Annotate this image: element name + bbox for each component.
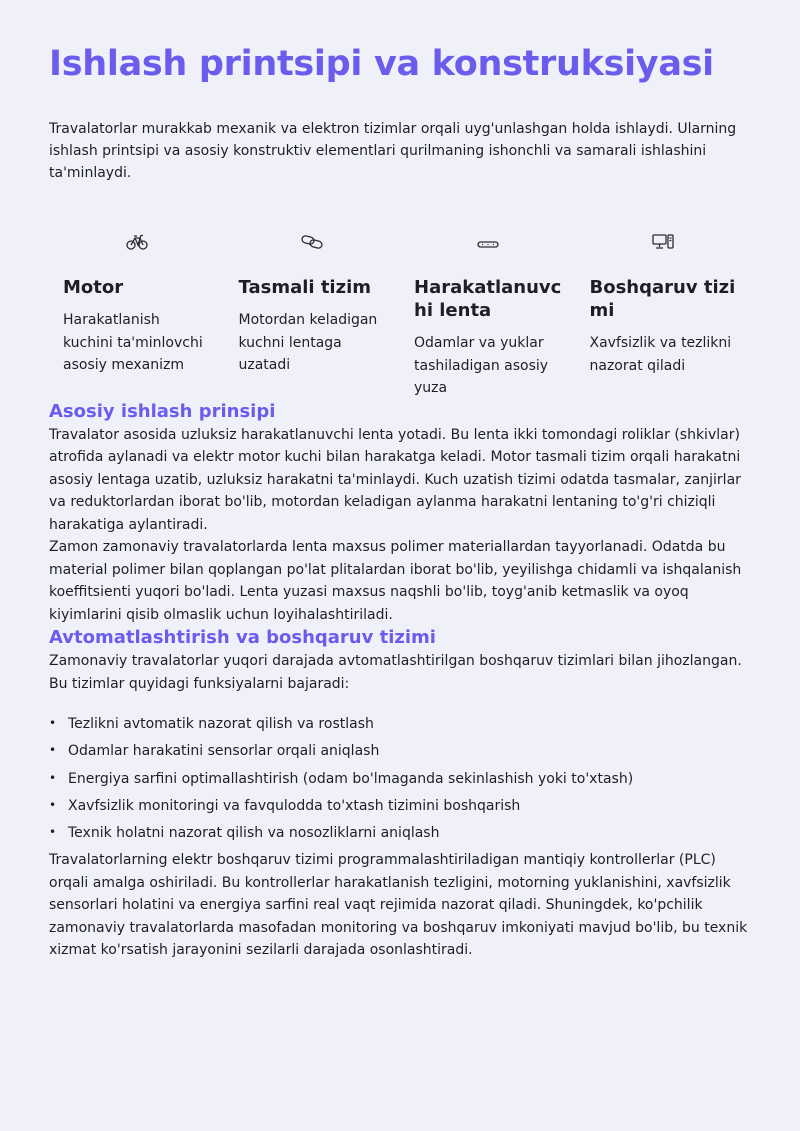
card-text: Motordan keladigan kuchni lentaga uzatadi — [238, 312, 378, 373]
section-heading: Asosiy ishlash prinsipi — [49, 400, 276, 422]
card-title: Harakatlanuvchi lenta — [414, 277, 562, 321]
list-item: • Xavfsizlik monitoringi va favqulodda to'xtash tizimini boshqarish — [49, 795, 752, 817]
list-item: • Texnik holatni nazorat qilish va nosozliklarni aniqlash — [49, 822, 752, 844]
page-title: Ishlash printsipi va konstruksiyasi — [49, 44, 714, 84]
body-paragraph: Zamonaviy travalatorlar yuqori darajada avtomatlashtirilgan boshqaruv tizimlari bilan jihozlangan. Bu tizimlar quyidagi funksiyalarni bajaradi: — [49, 653, 742, 692]
list-item: • Odamlar harakatini sensorlar orqali aniqlash — [49, 740, 752, 762]
computer-icon — [590, 222, 738, 262]
card-title: Tasmali tizim — [238, 277, 372, 298]
list-item: • Tezlikni avtomatik nazorat qilish va rostlash — [49, 713, 752, 735]
bullet-icon: • — [49, 770, 57, 785]
card-control-system — [576, 222, 752, 400]
body-paragraph: Travalatorlarning elektr boshqaruv tizimi programmalashtiriladigan mantiqiy kontrollerlar (PLC) orqali amalga oshiriladi. Bu kontrollerlar harakatlanish tezligini, motorning yuklanishini, xavfsizlik sensorlari holatini va energiya sarfini real vaqt rejimida nazorat qiladi. Shuningdek, ko'pchilik zamonaviy travalatorlarda masofadan monitoring va boshqaruv imkoniyati mavjud bo'lib, bu texnik xizmat ko'rsatish jarayonini sezilarli darajada osonlashtiradi. — [49, 852, 748, 959]
component-cards — [49, 222, 752, 400]
bicycle-icon — [63, 222, 211, 262]
list-item: • Energiya sarfini optimallashtirish (odam bo'lmaganda sekinlashish yoki to'xtash) — [49, 768, 752, 790]
card-text: Odamlar va yuklar tashiladigan asosiy yuza — [414, 335, 549, 396]
card-text: Harakatlanish kuchini ta'minlovchi asosiy mexanizm — [63, 312, 203, 373]
card-moving-belt — [400, 222, 576, 400]
card-title: Motor — [63, 277, 124, 298]
section-heading: Avtomatlashtirish va boshqaruv tizimi — [49, 627, 436, 648]
bullet-icon: • — [49, 825, 57, 840]
body-paragraph: Zamon zamonaviy travalatorlarda lenta maxsus polimer materiallardan tayyorlanadi. Odatda bu material polimer bilan qoplangan po'lat plitalardan iborat bo'lib, yeyilishga chidamli va ishqalanish koeffitsienti yuqori bo'ladi. Lenta yuzasi maxsus naqshli bo'lib, toyg'anib ketmaslik va oyoq kiyimlarini qisib olmaslik uchun loyihalashtiriladi. — [49, 539, 742, 623]
bullet-icon: • — [49, 797, 57, 812]
chain-link-icon — [239, 222, 387, 262]
feature-list — [49, 713, 752, 844]
bullet-icon: • — [49, 743, 57, 758]
card-belt-system — [225, 222, 401, 400]
card-motor — [49, 222, 225, 400]
belt-icon — [414, 222, 562, 262]
card-title: Boshqaruv tizimi — [589, 277, 736, 321]
body-paragraph: Travalator asosida uzluksiz harakatlanuvchi lenta yotadi. Bu lenta ikki tomondagi roliklar (shkivlar) atrofida aylanadi va elektr motor kuchi bilan harakatga keladi. Motor tasmali tizim orqali harakatni asosiy lentaga uzatib, uzluksiz harakatni ta'minlaydi. Kuch uzatish tizimi odatda tasmalar, zanjirlar va reduktorlardan iborat bo'lib, motordan keladigan aylanma harakatni lentaning to'g'ri chiziqli harakatiga aylantiradi. — [49, 426, 741, 533]
intro-paragraph: Travalatorlar murakkab mexanik va elektron tizimlar orqali uyg'unlashgan holda ishlaydi. Ularning ishlash printsipi va asosiy konstruktiv elementlari qurilmaning ishonchli va samarali ishlashini ta'minlaydi. — [49, 121, 737, 181]
card-text: Xavfsizlik va tezlikni nazorat qiladi — [589, 335, 732, 374]
bullet-icon: • — [49, 716, 57, 730]
